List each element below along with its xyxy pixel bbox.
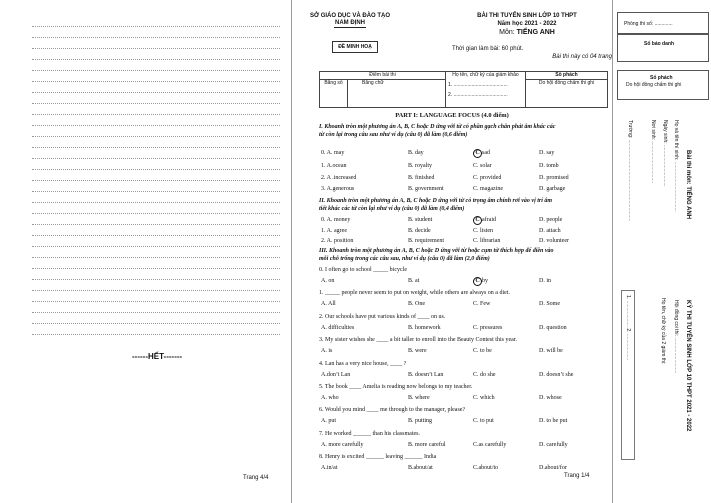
dotted-line — [32, 268, 280, 269]
option-c[interactable]: C. listen — [473, 228, 494, 234]
option-c[interactable]: C.as carefully — [473, 441, 507, 448]
option-c[interactable]: C. librarian — [473, 238, 501, 244]
option-text: sad — [482, 150, 490, 156]
option-row — [319, 216, 615, 224]
strip-code-header: Số phách — [650, 75, 673, 81]
score-header: Điểm bài thi — [320, 72, 446, 80]
option-b[interactable]: B. homework — [408, 324, 441, 331]
exam-title: BÀI THI TUYỂN SINH LỚP 10 THPT — [477, 13, 577, 19]
question-stem: 0. I often go to school _____ bicycle — [319, 267, 407, 273]
question-stem: 8. Henry is excited ______ leaving ______ India — [319, 454, 437, 461]
section3-instruction: III. Khoanh tròn một phương án A, B, C hoặc D ứng với từ hoặc cụm từ thích hợp để điền vào — [319, 248, 554, 254]
option-c[interactable]: C. pressures — [473, 324, 503, 331]
option-row — [319, 300, 615, 308]
option-a[interactable]: A.don’t Lan — [321, 371, 351, 378]
option-d[interactable]: D. to be put — [539, 418, 568, 425]
dotted-line — [32, 158, 280, 159]
section1-instruction-cont: từ còn lại trong câu sau như ví dụ (câu 0) đã làm (0,6 điểm) — [319, 132, 468, 138]
option-b[interactable]: B. student — [408, 217, 433, 223]
dotted-line — [32, 180, 280, 181]
option-row — [319, 324, 615, 332]
dotted-line — [32, 224, 280, 225]
option-row — [319, 394, 615, 402]
candidate-strip: Phòng thi số: ............. Số báo danh Số phách Do hội đồng chấm thi ghi Họ và tên thí sinh: .................................... Ngày sinh: .............................. Nơi sinh: .............................. Trường: ........................................................... Bài thi môn: TIẾNG ANH 1. ................... 2. ................... Họ tên, chữ ký của 2 giám thị: Hội đồng coi thi: .......................... KỲ THI TUYỂN SINH LỚP 10 THPT 2021 - 2022 — [613, 0, 711, 503]
option-c[interactable]: C. magazine — [473, 186, 503, 192]
option-b[interactable]: B. One — [408, 301, 425, 308]
candidate-number-box[interactable] — [617, 34, 709, 62]
option-c[interactable]: C. do she — [473, 371, 496, 378]
examiner-cell — [446, 72, 526, 108]
dotted-line — [32, 59, 280, 60]
option-c[interactable]: C.about/to — [473, 465, 499, 472]
dotted-line — [32, 136, 280, 137]
dotted-line — [32, 125, 280, 126]
dotted-line — [32, 48, 280, 49]
option-b[interactable]: B. decide — [408, 228, 431, 234]
page-count: Bài thi này có 04 trang — [552, 54, 612, 60]
option-a[interactable]: 2. A. position — [321, 238, 354, 244]
option-a[interactable]: A. put — [321, 418, 336, 425]
option-d[interactable]: D. promised — [539, 175, 569, 181]
option-b[interactable]: B. requirement — [408, 238, 444, 244]
circled-answer-mark: C — [473, 277, 482, 286]
option-a[interactable]: 0. A. money — [321, 217, 351, 223]
end-mark: ------HẾT------- — [132, 352, 183, 361]
option-row — [319, 237, 615, 245]
code-header: Số phách — [526, 72, 608, 80]
header-underline — [334, 27, 366, 28]
option-b[interactable]: B.about/at — [408, 465, 433, 472]
option-a[interactable]: A. who — [321, 395, 339, 401]
option-d[interactable]: D. carefully — [539, 441, 568, 448]
main-page-number: Trang 1/4 — [564, 473, 590, 479]
option-row — [319, 277, 615, 285]
school-year: Năm học 2021 - 2022 — [497, 21, 557, 27]
option-d[interactable]: D. whose — [539, 395, 562, 401]
question-stem: 4. Lan has a very nice house, ____ ? — [319, 360, 407, 367]
question-stem: 2. Our schools have put various kinds of ____ on us. — [319, 313, 446, 320]
option-a[interactable]: 3. A.generous — [321, 186, 355, 192]
dotted-line — [32, 70, 280, 71]
circled-answer-mark: C — [473, 216, 482, 225]
option-b[interactable]: B. government — [408, 186, 444, 192]
question-stem: 3. My sister wishes she ____ a bit taller to enroll into the Beauty Contest this year. — [319, 337, 517, 344]
option-row — [319, 162, 615, 170]
option-row — [319, 441, 615, 449]
option-c[interactable]: C. solar — [473, 163, 492, 169]
option-b[interactable]: B. day — [408, 150, 424, 156]
option-a[interactable]: A. more carefully — [321, 441, 364, 448]
option-row — [319, 227, 615, 235]
examiner-1-field[interactable]: 1. ....................................... — [448, 82, 508, 88]
option-a[interactable]: A. is — [321, 348, 333, 355]
dotted-line — [32, 169, 280, 170]
exam-main-page — [292, 0, 612, 503]
option-d[interactable]: D. in — [539, 278, 551, 284]
option-row — [319, 371, 615, 379]
dotted-line — [32, 257, 280, 258]
sample-exam-badge: ĐỀ MINH HOẠ — [332, 41, 378, 53]
examiner-header: Họ tên, chữ ký của giám khảo — [452, 72, 519, 78]
option-b[interactable]: B. doesn’t Lan — [408, 371, 444, 378]
province-name: NAM ĐỊNH — [335, 20, 365, 26]
circled-answer-mark: C — [473, 149, 482, 158]
option-a[interactable]: A. difficulties — [321, 324, 355, 331]
option-row — [319, 347, 615, 355]
option-text: by — [482, 278, 488, 284]
dotted-line — [32, 191, 280, 192]
room-number-field[interactable]: Phòng thi số: ............. — [624, 21, 673, 27]
dotted-line — [32, 81, 280, 82]
part-title: PART I: LANGUAGE FOCUS (4.0 điểm) — [395, 112, 509, 119]
strip-code-note: Do hội đồng chấm thi ghi — [626, 82, 682, 88]
question-stem: 7. He worked ______ than his classmates. — [319, 430, 420, 437]
option-a[interactable]: 1. A.ocean — [321, 163, 347, 169]
option-a[interactable]: A.in/at — [321, 465, 338, 472]
option-c[interactable]: C. provided — [473, 175, 502, 181]
option-row — [319, 464, 615, 472]
dotted-line — [32, 235, 280, 236]
option-d[interactable]: D. attach — [539, 228, 561, 234]
subject-prefix: Môn: — [499, 29, 515, 36]
option-d[interactable]: D. tomb — [539, 163, 559, 169]
option-b[interactable]: B. were — [408, 348, 427, 355]
option-d[interactable]: D.about/for — [539, 465, 567, 472]
strip-code-box — [617, 70, 709, 100]
code-note: Do hội đồng chấm thi ghi — [526, 80, 608, 108]
option-d[interactable]: D. will be — [539, 348, 563, 355]
option-row — [319, 185, 615, 193]
option-b[interactable]: B. more careful — [408, 441, 446, 448]
option-b[interactable]: B. where — [408, 395, 430, 401]
option-d[interactable]: D. doesn’t she — [539, 371, 574, 378]
dotted-line — [32, 290, 280, 291]
section1-instruction: I. Khoanh tròn một phương án A, B, C hoặc D ứng với từ có phần gạch chân phát âm khác các — [319, 124, 556, 130]
subject-name: TIẾNG ANH — [516, 29, 555, 36]
left-page-number: Trang 4/4 — [243, 475, 269, 481]
dotted-line — [32, 37, 280, 38]
option-b[interactable]: B. royalty — [408, 163, 432, 169]
subject-line — [442, 29, 612, 36]
option-c[interactable]: C. which — [473, 395, 495, 401]
examiner-2-field[interactable]: 2. ....................................... — [448, 92, 508, 98]
dotted-line — [32, 246, 280, 247]
option-c[interactable]: C. Few — [473, 301, 491, 308]
supervisor-sign-box[interactable] — [621, 290, 635, 460]
option-row — [319, 174, 615, 182]
question-stem: 1. _____ people never seem to put on weight, while others are always on a diet. — [319, 290, 510, 297]
option-b[interactable]: B. at — [408, 278, 420, 284]
dotted-line — [32, 312, 280, 313]
option-d[interactable]: D. say — [539, 150, 555, 156]
option-text: afraid — [482, 217, 496, 223]
candidate-number-label: Số báo danh — [644, 41, 674, 47]
section2-instruction: II. Khoanh tròn một phương án A, B, C hoặc D ứng với từ có trọng âm chính rơi vào vị trí âm — [319, 198, 553, 204]
option-d[interactable]: D. volunteer — [539, 238, 569, 244]
dotted-line — [32, 147, 280, 148]
option-b[interactable]: B. finished — [408, 175, 435, 181]
option-a[interactable]: 1. A. agree — [321, 228, 347, 234]
score-digits-cell[interactable]: Bằng số — [320, 80, 348, 108]
option-b[interactable]: B. putting — [408, 418, 433, 425]
section3-instruction-cont: mỗi chỗ trống trong các câu sau, như ví dụ (câu 0) đã làm (2,0 điểm) — [319, 256, 490, 262]
option-d[interactable]: D. Some — [539, 301, 560, 308]
dotted-line — [32, 103, 280, 104]
score-words-cell[interactable]: Bằng chữ — [348, 80, 446, 108]
dotted-line — [32, 334, 280, 335]
question-stem: 6. Would you mind ____ me through to the manager, please? — [319, 407, 466, 414]
option-row — [319, 149, 615, 157]
score-table — [319, 71, 608, 108]
department-name: SỞ GIÁO DỤC VÀ ĐÀO TẠO — [309, 13, 391, 19]
time-allowed: Thời gian làm bài: 60 phút. — [452, 46, 524, 52]
dotted-line — [32, 26, 280, 27]
option-d[interactable]: D. people — [539, 217, 563, 223]
dotted-line — [32, 213, 280, 214]
option-a[interactable]: A. All — [321, 301, 336, 308]
option-d[interactable]: D. question — [539, 324, 567, 331]
supervisor-numbers: 1. ................... 2. ................... — [625, 295, 631, 361]
option-c[interactable]: C. to be — [473, 348, 492, 355]
room-box — [617, 12, 709, 34]
option-d[interactable]: D. garbage — [539, 186, 566, 192]
dotted-line — [32, 301, 280, 302]
option-a[interactable]: 2. A .increased — [321, 175, 357, 181]
dotted-line — [32, 279, 280, 280]
dotted-line — [32, 114, 280, 115]
section2-instruction-cont: tiết khác các từ còn lại như ví dụ (câu 0) đã làm (0,4 điểm) — [319, 206, 465, 212]
question-stem: 5. The book ____ Amelia is reading now belongs to my teacher. — [319, 384, 473, 390]
option-row — [319, 417, 615, 425]
dotted-line — [32, 92, 280, 93]
option-c[interactable]: C. to put — [473, 418, 494, 425]
option-a[interactable]: A. on — [321, 278, 335, 284]
option-c[interactable] — [473, 216, 496, 225]
option-c[interactable] — [473, 277, 488, 286]
dotted-line — [32, 202, 280, 203]
dotted-line — [32, 323, 280, 324]
option-c[interactable] — [473, 149, 490, 158]
option-a[interactable]: 0. A. may — [321, 150, 345, 156]
left-page — [0, 0, 290, 503]
